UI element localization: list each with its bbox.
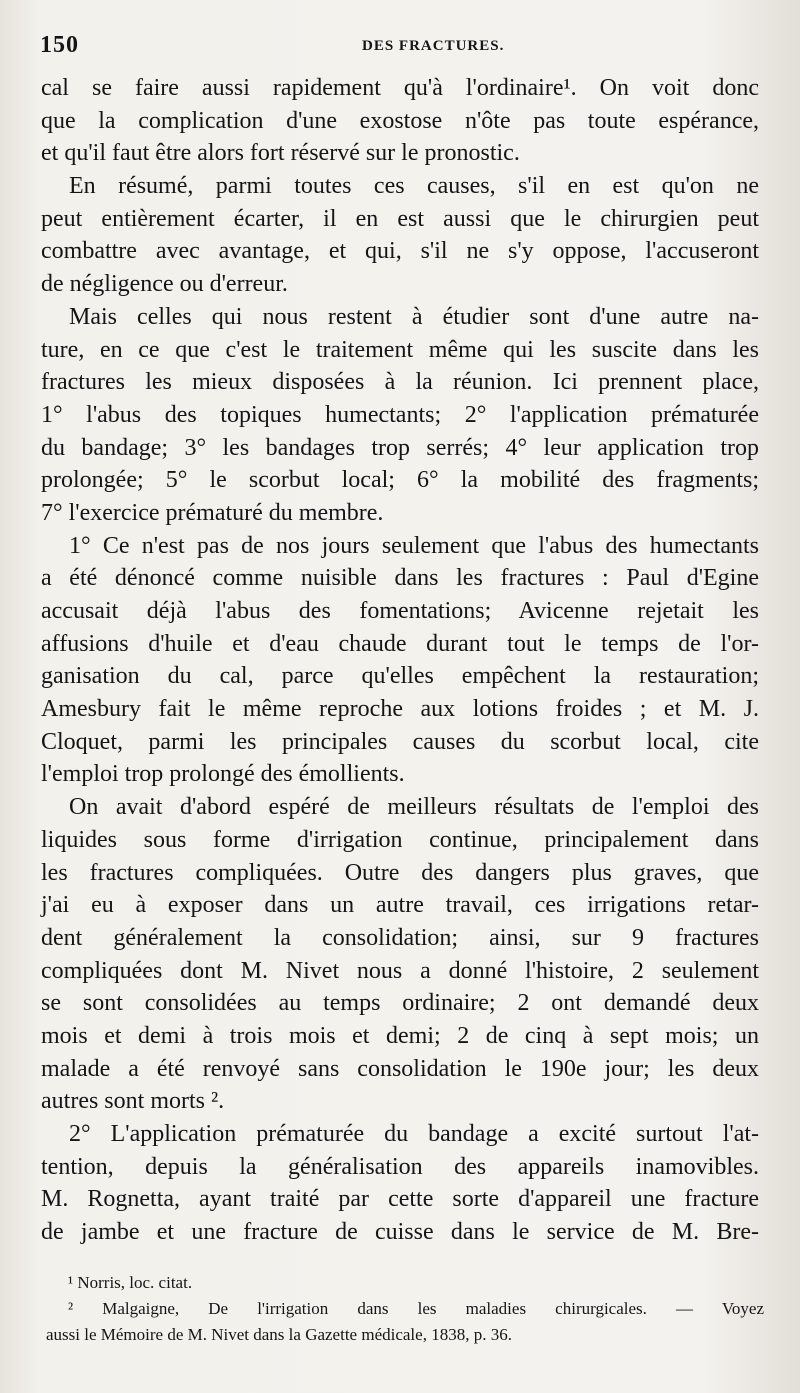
text-line: 7° l'exercice prématuré du membre.	[41, 499, 384, 526]
text-line: se sont consolidées au temps ordinaire; 2 ont demandé deux	[41, 990, 759, 1017]
text-line: accusait déjà l'abus des fomentations; Avicenne rejetait les	[41, 598, 759, 624]
text-line: 2° L'application prématurée du bandage a excité surtout l'at-	[69, 1121, 759, 1147]
text-line: a été dénoncé comme nuisible dans les fractures : Paul d'Egine	[41, 565, 759, 592]
text-line: ture, en ce que c'est le traitement même qui les suscite dans les	[41, 336, 759, 363]
footnote-line: ¹ Norris, loc. citat.	[68, 1273, 193, 1292]
text-line: prolongée; 5° le scorbut local; 6° la mobilité des fragments;	[41, 467, 759, 494]
text-line: Amesbury fait le même reproche aux lotions froides ; et M. J.	[41, 696, 759, 723]
text-line: En résumé, parmi toutes ces causes, s'il en est qu'on ne	[69, 173, 759, 200]
text-line: ganisation du cal, parce qu'elles empêchent la restauration;	[41, 663, 759, 690]
text-line: et qu'il faut être alors fort réservé sur le pronostic.	[41, 140, 520, 167]
text-line: de jambe et une fracture de cuisse dans le service de M. Bre-	[41, 1219, 759, 1246]
text-line: l'emploi trop prolongé des émollients.	[41, 761, 405, 788]
page-number: 150	[40, 32, 79, 58]
text-line: tention, depuis la généralisation des appareils inamovibles.	[41, 1153, 759, 1180]
text-line: mois et demi à trois mois et demi; 2 de cinq à sept mois; un	[41, 1022, 759, 1049]
page-header	[40, 30, 760, 60]
text-line: que la complication d'une exostose n'ôte pas toute espérance,	[41, 107, 759, 134]
text-line: M. Rognetta, ayant traité par cette sorte d'appareil une fracture	[41, 1186, 759, 1213]
footnotes	[46, 1270, 764, 1348]
text-line: compliquées dont M. Nivet nous a donné l'histoire, 2 seulement	[41, 957, 759, 984]
text-line: malade a été renvoyé sans consolidation le 190e jour; les deux	[41, 1055, 759, 1082]
running-head: DES FRACTURES.	[362, 38, 505, 54]
text-line: combattre avec avantage, et qui, s'il ne s'y oppose, l'accuseront	[41, 238, 759, 265]
text-line: 1° l'abus des topiques humectants; 2° l'application prématurée	[41, 401, 759, 428]
text-line: fractures les mieux disposées à la réunion. Ici prennent place,	[41, 369, 759, 396]
body-text	[41, 72, 759, 1249]
footnote-line: ² Malgaigne, De l'irrigation dans les maladies chirurgicales. — Voyez	[68, 1299, 764, 1318]
text-line: les fractures compliquées. Outre des dangers plus graves, que	[41, 859, 759, 886]
text-line: du bandage; 3° les bandages trop serrés; 4° leur application trop	[41, 434, 759, 461]
text-line: de négligence ou d'erreur.	[41, 271, 288, 298]
text-line: dent généralement la consolidation; ainsi, sur 9 fractures	[41, 924, 759, 951]
text-line: cal se faire aussi rapidement qu'à l'ordinaire¹. On voit donc	[41, 75, 759, 101]
text-line: autres sont morts ².	[41, 1088, 225, 1115]
text-line: On avait d'abord espéré de meilleurs résultats de l'emploi des	[69, 794, 759, 821]
text-line: affusions d'huile et d'eau chaude durant tout le temps de l'or-	[41, 630, 759, 657]
text-line: Cloquet, parmi les principales causes du scorbut local, cite	[41, 728, 759, 755]
text-line: peut entièrement écarter, il en est aussi que le chirurgien peut	[41, 205, 759, 232]
text-line: liquides sous forme d'irrigation continue, principalement dans	[41, 826, 759, 853]
text-line: Mais celles qui nous restent à étudier sont d'une autre na-	[69, 303, 759, 330]
text-line: 1° Ce n'est pas de nos jours seulement que l'abus des humectants	[69, 532, 759, 559]
footnote-line: aussi le Mémoire de M. Nivet dans la Gazette médicale, 1838, p. 36.	[46, 1325, 512, 1344]
text-line: j'ai eu à exposer dans un autre travail, ces irrigations retar-	[41, 892, 759, 919]
